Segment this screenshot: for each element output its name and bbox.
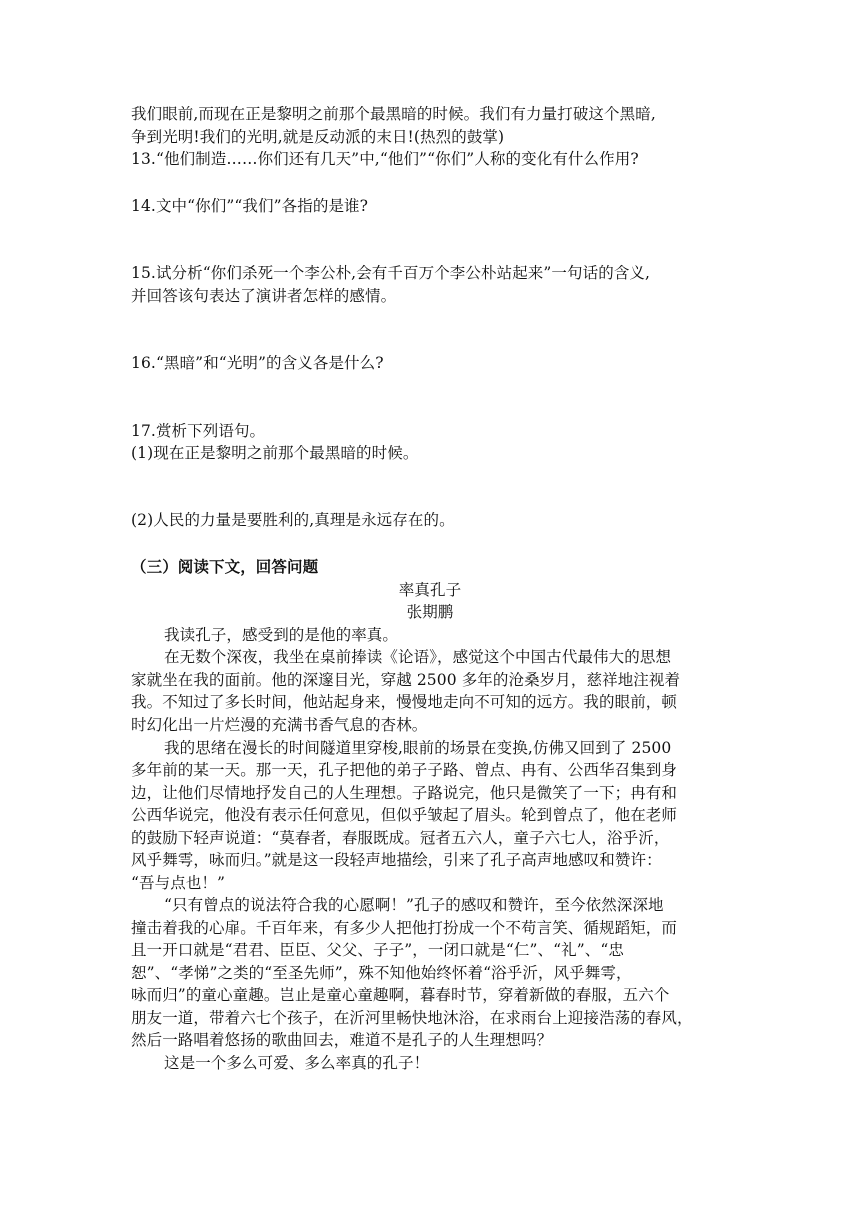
paragraph-3-line: 边，让他们尽情地抒发自己的人生理想。子路说完，他只是微笑了一下；冉有和	[131, 784, 678, 802]
paragraph-3-line: 我的思绪在漫长的时间隧道里穿梭,眼前的场景在变换,仿佛又回到了 2500	[164, 739, 672, 757]
paragraph-3-line: 风乎舞雩，咏而归。”就是这一段轻声地描绘，引来了孔子高声地感叹和赞许：	[131, 851, 662, 869]
text-line: 争到光明!我们的光明,就是反动派的末日!(热烈的鼓掌)	[131, 128, 505, 146]
paragraph-2-line: 家就坐在我的面前。他的深邃目光，穿越 2500 多年的沧桑岁月，慈祥地注视着	[131, 671, 681, 689]
question-14: 14.文中“你们”“我们”各指的是谁?	[131, 197, 369, 215]
paragraph-4-line: 且一开口就是“君君、臣臣、父父、子子”，一闭口就是“仁”、“礼”、“忠	[131, 941, 624, 959]
paragraph-4-line: 朋友一道，带着六七个孩子，在沂河里畅快地沐浴，在求雨台上迎接浩荡的春风，	[131, 1009, 693, 1027]
question-17-item-2: (2)人民的力量是要胜利的,真理是永远存在的。	[131, 511, 455, 529]
paragraph-3-line: 公西华说完，他没有表示任何意见，但似乎皱起了眉头。轮到曾点了，他在老师	[131, 806, 678, 824]
question-17: 17.赏析下列语句。	[131, 422, 266, 440]
paragraph-1: 我读孔子，感受到的是他的率真。	[164, 626, 399, 644]
paragraph-4-line: “只有曾点的说法符合我的心愿啊！”孔子的感叹和赞许，至今依然深深地	[164, 896, 664, 914]
paragraph-5: 这是一个多么可爱、多么率真的孔子！	[164, 1054, 430, 1072]
paragraph-2-line: 时幻化出一片烂漫的充满书香气息的杏林。	[131, 716, 428, 734]
article-title: 率真孔子	[398, 581, 462, 599]
question-17-item-1: (1)现在正是黎明之前那个最黑暗的时候。	[131, 444, 419, 462]
paragraph-3-line: 的鼓励下轻声说道：“莫春者，春服既成。冠者五六人，童子六七人，浴乎沂，	[131, 829, 670, 847]
question-13: 13.“他们制造……你们还有几天”中,“他们”“你们”人称的变化有什么作用?	[131, 150, 639, 168]
question-16: 16.“黑暗”和“光明”的含义各是什么?	[131, 354, 384, 372]
paragraph-4-line: 咏而归”的童心童趣。岂止是童心童趣啊，暮春时节，穿着新做的春服，五六个	[131, 986, 670, 1004]
paragraph-3-line: 多年前的某一天。那一天，孔子把他的弟子子路、曾点、冉有、公西华召集到身	[131, 761, 678, 779]
paragraph-2-line: 我。不知过了多长时间，他站起身来，慢慢地走向不可知的远方。我的眼前，顿	[131, 693, 678, 711]
section-heading: （三）阅读下文，回答问题	[131, 557, 319, 576]
paragraph-4-line: 然后一路唱着悠扬的歌曲回去，难道不是孔子的人生理想吗？	[131, 1031, 553, 1049]
text-line: 我们眼前,而现在正是黎明之前那个最黑暗的时候。我们有力量打破这个黑暗,	[131, 105, 656, 123]
paragraph-3-line: “吾与点也！”	[131, 874, 226, 892]
article-author: 张期鹏	[406, 603, 454, 621]
paragraph-2-line: 在无数个深夜，我坐在桌前捧读《论语》，感觉这个中国古代最伟大的思想	[164, 648, 672, 666]
paragraph-4-line: 撞击着我的心扉。千百年来，有多少人把他打扮成一个不苟言笑、循规蹈矩，而	[131, 919, 678, 937]
paragraph-4-line: 恕”、“孝悌”之类的“至圣先师”，殊不知他始终怀着“浴乎沂，风乎舞雩，	[131, 964, 632, 982]
question-15-line: 并回答该句表达了演讲者怎样的感情。	[131, 287, 397, 305]
question-15-line: 15.试分析“你们杀死一个李公朴,会有千百万个李公朴站起来”一句话的含义,	[131, 264, 651, 282]
